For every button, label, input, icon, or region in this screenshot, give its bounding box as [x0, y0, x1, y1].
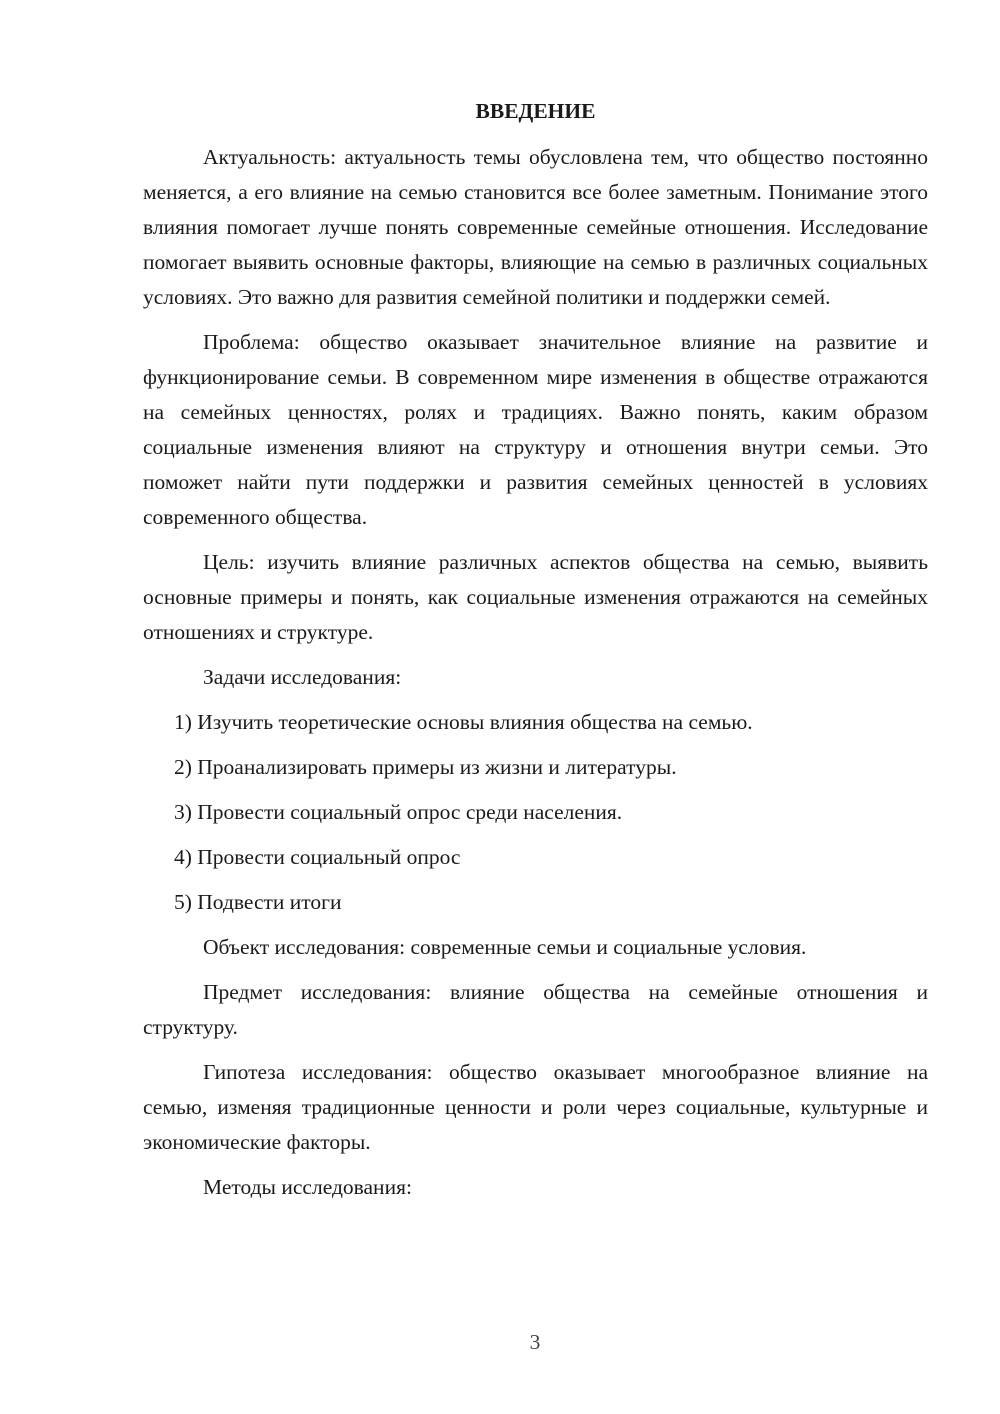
list-item-task-5: 5) Подвести итоги — [174, 890, 342, 914]
list-item-task-3: 3) Провести социальный опрос среди населения. — [174, 800, 623, 824]
paragraph-hypothesis: Гипотеза исследования: общество оказывает многообразное влияние на семью, изменяя традиционные ценности и роли через социальные, культурные и экономические факторы. — [143, 1060, 928, 1154]
paragraph-problem: Проблема: общество оказывает значительное влияние на развитие и функционирование семьи. В современном мире изменения в обществе отражаются на семейных ценностях, ролях и традициях. Важно понять, каким образом социальные изменения влияют на структуру и отношения внутри семьи. Это поможет найти пути поддержки и развития семейных ценностей в условиях современного общества. — [143, 330, 928, 529]
paragraph-relevance: Актуальность: актуальность темы обусловлена тем, что общество постоянно меняется, а его влияние на семью становится все более заметным. Понимание этого влияния помогает лучше понять современные семейные отношения. Исследование помогает выявить основные факторы, влияющие на семью в различных социальных условиях. Это важно для развития семейной политики и поддержки семей. — [143, 145, 928, 309]
tasks-title: Задачи исследования: — [203, 665, 402, 689]
paragraph-goal: Цель: изучить влияние различных аспектов общества на семью, выявить основные примеры и понять, как социальные изменения отражаются на семейных отношениях и структуре. — [143, 550, 928, 644]
paragraph-subject: Предмет исследования: влияние общества на семейные отношения и структуру. — [143, 980, 928, 1039]
document-page — [143, 94, 928, 1215]
paragraph-object: Объект исследования: современные семьи и социальные условия. — [203, 935, 807, 959]
list-item-task-2: 2) Проанализировать примеры из жизни и литературы. — [174, 755, 677, 779]
page-title: ВВЕДЕНИЕ — [475, 99, 596, 123]
page-number: 3 — [529, 1330, 541, 1354]
list-item-task-1: 1) Изучить теоретические основы влияния общества на семью. — [174, 710, 753, 734]
methods-title: Методы исследования: — [203, 1175, 412, 1199]
list-item-task-4: 4) Провести социальный опрос — [174, 845, 461, 869]
